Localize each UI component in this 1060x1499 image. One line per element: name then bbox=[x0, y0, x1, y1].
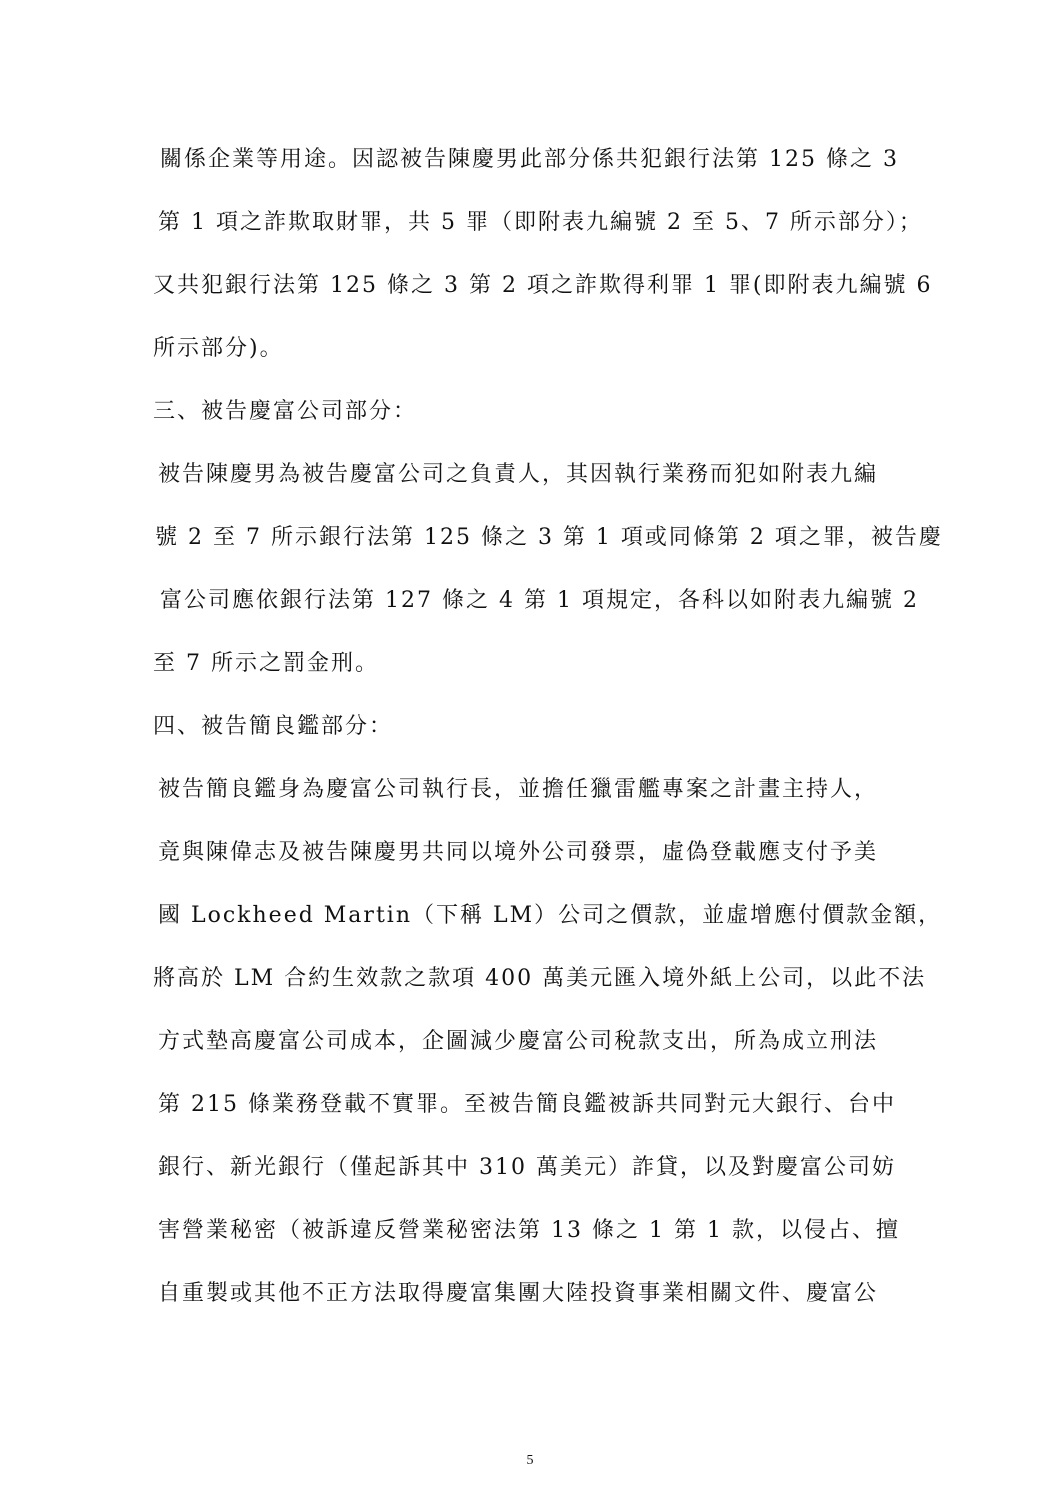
text-line: 關係企業等用途。因認被告陳慶男此部分係共犯銀行法第 125 條之 3 bbox=[160, 147, 899, 172]
text-line: 第 215 條業務登載不實罪。至被告簡良鑑被訴共同對元大銀行、台中 bbox=[158, 1092, 896, 1117]
text-line: 銀行、新光銀行（僅起訴其中 310 萬美元）詐貸，以及對慶富公司妨 bbox=[158, 1155, 896, 1180]
text-line: 所示部分)。 bbox=[153, 336, 284, 361]
text-line: 富公司應依銀行法第 127 條之 4 第 1 項規定，各科以如附表九編號 2 bbox=[160, 588, 919, 613]
text-line: 將高於 LM 合約生效款之款項 400 萬美元匯入境外紙上公司，以此不法 bbox=[153, 966, 927, 991]
text-line: 被告簡良鑑身為慶富公司執行長，並擔任獵雷艦專案之計畫主持人， bbox=[158, 777, 879, 802]
text-line: 被告陳慶男為被告慶富公司之負責人，其因執行業務而犯如附表九編 bbox=[158, 462, 879, 487]
section-heading: 四、被告簡良鑑部分： bbox=[153, 714, 394, 739]
text-line: 又共犯銀行法第 125 條之 3 第 2 項之詐欺得利罪 1 罪(即附表九編號 6 bbox=[153, 273, 933, 298]
section-heading: 三、被告慶富公司部分： bbox=[153, 399, 418, 424]
text-line: 竟與陳偉志及被告陳慶男共同以境外公司發票，虛偽登載應支付予美 bbox=[158, 840, 879, 865]
text-line: 第 1 項之詐欺取財罪，共 5 罪（即附表九編號 2 至 5、7 所示部分）； bbox=[158, 210, 923, 235]
text-line: 號 2 至 7 所示銀行法第 125 條之 3 第 1 項或同條第 2 項之罪，被告慶 bbox=[155, 525, 943, 550]
page-number: 5 bbox=[526, 1453, 534, 1468]
text-line: 害營業秘密（被訴違反營業秘密法第 13 條之 1 第 1 款，以侵占、擅 bbox=[158, 1218, 900, 1243]
text-line: 國 Lockheed Martin（下稱 LM）公司之價款，並虛增應付價款金額， bbox=[158, 903, 943, 928]
text-line: 自重製或其他不正方法取得慶富集團大陸投資事業相關文件、慶富公 bbox=[158, 1281, 879, 1306]
text-line: 方式墊高慶富公司成本，企圖減少慶富公司稅款支出，所為成立刑法 bbox=[158, 1029, 879, 1054]
text-line: 至 7 所示之罰金刑。 bbox=[153, 651, 379, 676]
